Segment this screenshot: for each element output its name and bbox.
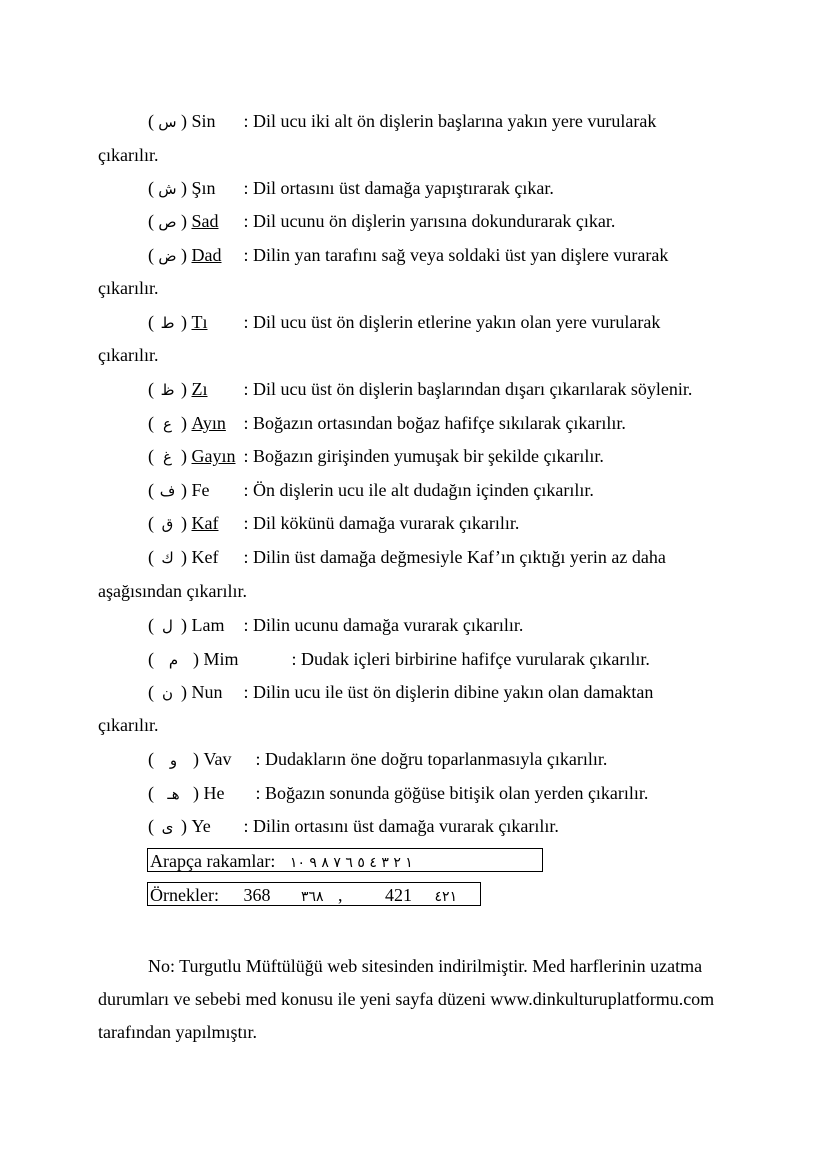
examples-label: Örnekler: [150,885,219,905]
letter-description-continuation: çıkarılır. [98,278,159,298]
letter-name [192,244,244,266]
letter-name-text: Dad [191,245,222,265]
letter-name-text: Şın [191,178,216,198]
example2-arabic: ٤٢١ [434,889,458,905]
letter-name [192,412,244,434]
letter-name-text: Zı [191,379,208,399]
letter-name [192,614,244,636]
paren-open: ( [148,413,159,433]
letter-description: : Dil ucu üst ön dişlerin başlarından dışarı çıkarılarak söylenir. [243,379,693,399]
letter-row-mim [148,648,650,671]
paren-open: ( [148,245,159,265]
letter-name-text: Kef [191,547,219,567]
letter-description-continuation: çıkarılır. [98,345,159,365]
paren-open: ( [148,446,159,466]
arabic-letter: ظ [160,381,175,399]
paren-close: ) [176,211,192,231]
arabic-letter: ط [160,314,175,332]
paren-close: ) [176,178,192,198]
paren-open: ( [148,615,159,635]
letter-description: : Dil ortasını üst damağa yapıştırarak çıkar. [243,178,554,198]
letter-description: : Dil ucu iki alt ön dişlerin başlarına yakın yere vurularak [243,111,657,131]
letter-description: : Dudakların öne doğru toparlanmasıyla çıkarılır. [255,749,608,769]
letter-description-continuation: aşağısından çıkarılır. [98,581,247,601]
letter-name-text: Gayın [191,446,236,466]
paren-open: ( [148,111,159,131]
letter-row-sad [148,210,615,233]
letter-name [192,210,244,232]
letter-row-dad [148,244,668,267]
arabic-letter: ى [161,818,174,836]
letter-name [204,648,292,670]
letter-row-gayın [148,445,604,468]
paren-close: ) [176,245,192,265]
paren-open: ( [148,312,159,332]
example1-latin: 368 [243,885,271,905]
letter-name [192,815,244,837]
letter-name-text: Fe [191,480,210,500]
letter-description: : Dilin üst damağa değmesiyle Kaf’ın çıktığı yerin az daha [243,547,666,567]
letter-name [192,512,244,534]
paren-open: ( [148,480,159,500]
paren-close: ) [176,111,192,131]
arabic-letter: ك [161,549,174,567]
paren-open: ( [148,178,159,198]
arabic-letter: ن [161,684,173,702]
letter-name [192,546,244,568]
letter-description: : Dil ucu üst ön dişlerin etlerine yakın olan yere vurularak [243,312,661,332]
paren-close: ) [188,649,204,669]
letter-name-text: He [203,783,225,803]
letter-name-text: Nun [191,682,223,702]
letter-name-text: Tı [191,312,208,332]
letter-row-ayın [148,412,626,435]
letter-name [204,782,256,804]
letter-name-text: Mim [203,649,239,669]
letter-row-vav [148,748,607,771]
letter-description: : Dil kökünü damağa vurarak çıkarılır. [243,513,520,533]
letter-row-nun [148,681,653,704]
paren-close: ) [176,446,192,466]
letter-row-kef [148,546,666,569]
numerals-digits: ١ ٢ ٣ ٤ ٥ ٦ ٧ ٨ ٩ ١٠ [289,855,413,871]
letter-name-text: Sin [191,111,216,131]
example-separator: , [338,885,343,905]
letter-description: : Dilin yan tarafını sağ veya soldaki üst yan dişlere vurarak [243,245,669,265]
letter-description: : Boğazın ortasından boğaz hafifçe sıkılarak çıkarılır. [243,413,626,433]
letter-row-sin [148,110,656,133]
arabic-numerals-box [147,848,543,872]
paren-close: ) [176,480,192,500]
arabic-letter: ض [158,247,177,265]
letter-description: : Boğazın girişinden yumuşak bir şekilde çıkarılır. [243,446,604,466]
paren-open: ( [148,547,159,567]
letter-name [192,681,244,703]
letter-name-text: Kaf [191,513,219,533]
arabic-letter: ش [158,180,177,198]
paren-open: ( [148,649,159,669]
arabic-letter: و [169,751,178,769]
paren-close: ) [176,312,192,332]
letter-row-lam [148,614,523,637]
letter-name [192,445,244,467]
paren-open: ( [148,211,159,231]
note-line-2: durumları ve sebebi med konusu ile yeni sayfa düzeni www.dinkulturuplatformu.com [98,989,715,1009]
paren-open: ( [148,749,159,769]
paren-close: ) [176,513,192,533]
letter-description: : Dilin ucunu damağa vurarak çıkarılır. [243,615,524,635]
letter-name-text: Sad [191,211,219,231]
arabic-letter: ل [162,617,173,635]
letter-name-text: Ye [191,816,211,836]
arabic-letter: غ [163,448,172,466]
letter-row-şın [148,177,554,200]
letter-row-ye [148,815,559,838]
letter-name-text: Ayın [191,413,226,433]
arabic-letter: م [168,651,179,669]
letter-row-tı [148,311,660,334]
paren-close: ) [176,547,192,567]
paren-close: ) [176,413,192,433]
letter-name [192,378,244,400]
letter-name [204,748,256,770]
paren-open: ( [148,783,159,803]
letter-row-fe [148,479,594,502]
arabic-letter: هـ [167,785,180,803]
example2-latin: 421 [385,885,413,905]
arabic-letter: ق [161,515,174,533]
paren-close: ) [188,749,204,769]
arabic-letter: ص [158,213,177,231]
letter-description: : Dilin ucu ile üst ön dişlerin dibine yakın olan damaktan [243,682,654,702]
letter-name-text: Lam [191,615,225,635]
letter-description-continuation: çıkarılır. [98,145,159,165]
paren-open: ( [148,513,159,533]
paren-close: ) [188,783,204,803]
letter-description: : Dil ucunu ön dişlerin yarısına dokundurarak çıkar. [243,211,616,231]
letter-description: : Dudak içleri birbirine hafifçe vurularak çıkarılır. [291,649,650,669]
letter-name [192,311,244,333]
letter-row-kaf [148,512,519,535]
paren-open: ( [148,816,159,836]
numerals-label: Arapça rakamlar: [150,851,276,871]
letter-name [192,479,244,501]
arabic-letter: س [158,113,177,131]
examples-box [147,882,481,906]
paren-open: ( [148,379,159,399]
paren-close: ) [176,615,192,635]
note-line-3: tarafından yapılmıştır. [98,1022,257,1042]
letter-name [192,177,244,199]
letter-description-continuation: çıkarılır. [98,715,159,735]
paren-close: ) [176,379,192,399]
paren-open: ( [148,682,159,702]
letter-name [192,110,244,132]
example1-arabic: ٣٦٨ [300,889,324,905]
paren-close: ) [176,682,192,702]
letter-row-he [148,782,648,805]
arabic-letter: ف [159,482,176,500]
paren-close: ) [176,816,192,836]
letter-row-zı [148,378,692,401]
letter-description: : Ön dişlerin ucu ile alt dudağın içinden çıkarılır. [243,480,594,500]
note-line-1: No: Turgutlu Müftülüğü web sitesinden indirilmiştir. Med harflerinin uzatma [148,956,703,976]
letter-description: : Dilin ortasını üst damağa vurarak çıkarılır. [243,816,559,836]
letter-description: : Boğazın sonunda göğüse bitişik olan yerden çıkarılır. [255,783,649,803]
arabic-letter: ع [163,415,172,433]
letter-name-text: Vav [203,749,232,769]
